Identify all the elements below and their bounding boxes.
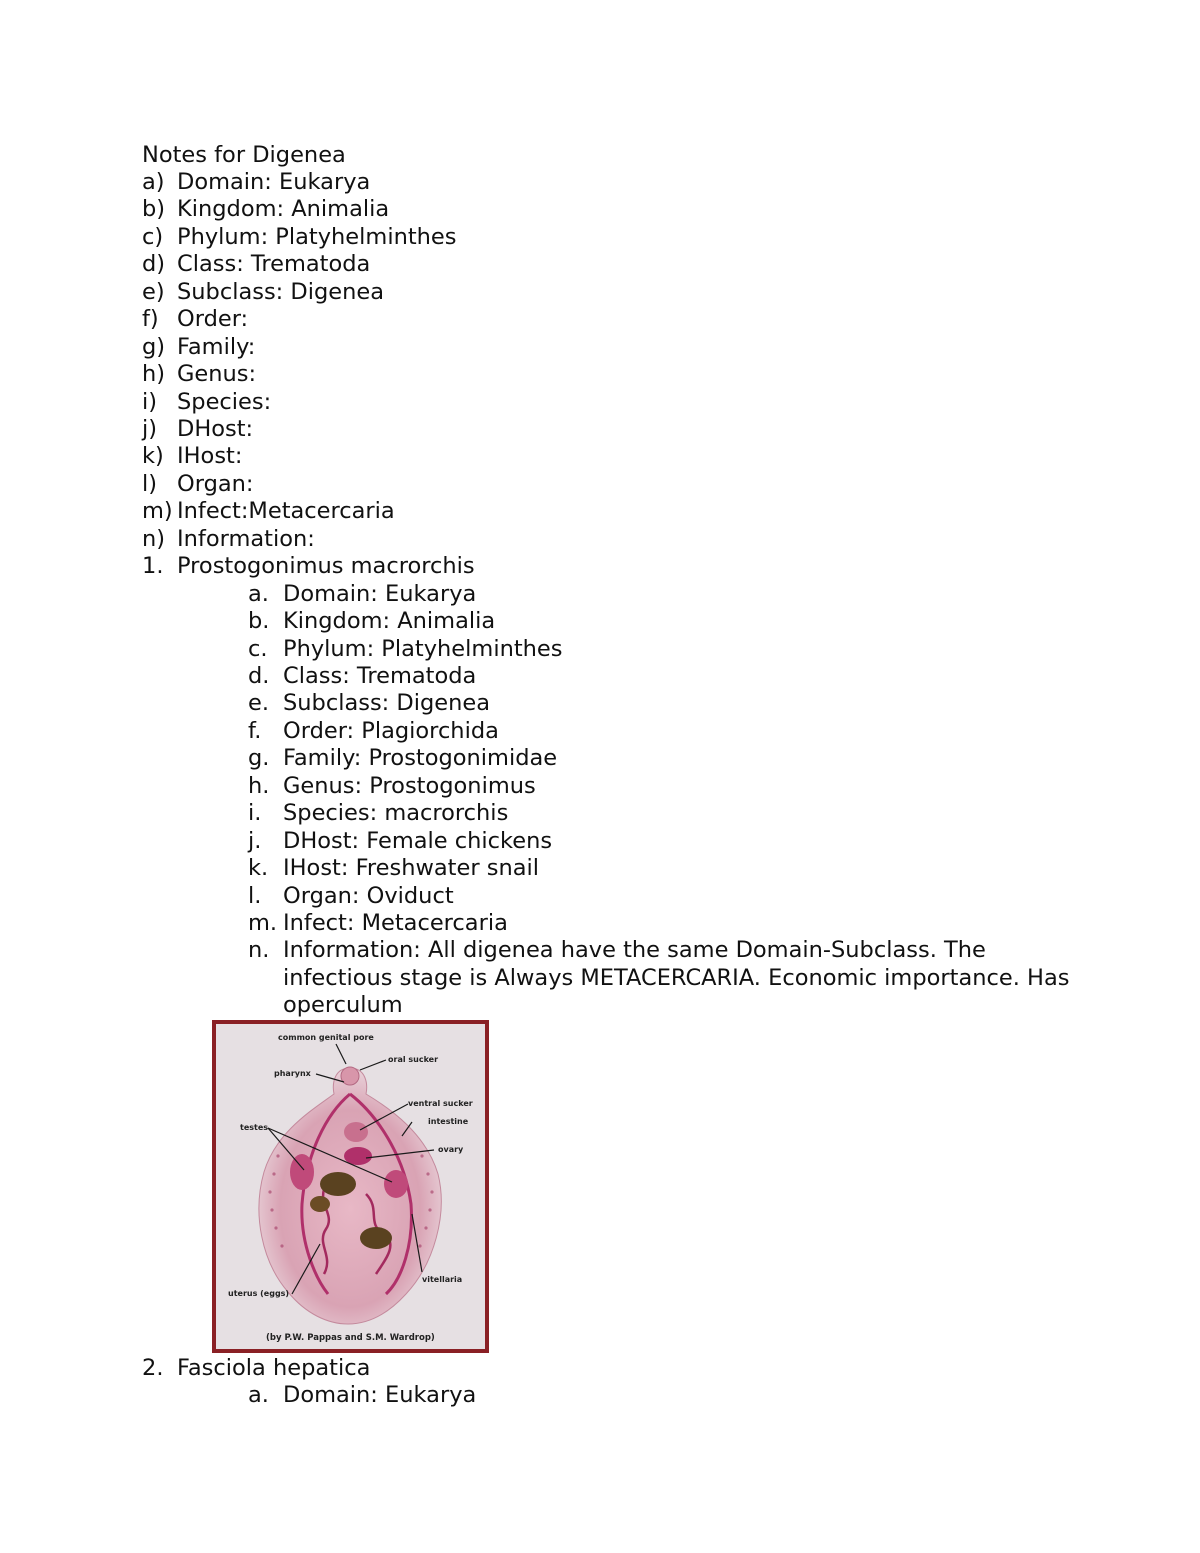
label-genital-pore: common genital pore (278, 1033, 374, 1042)
label-pharynx: pharynx (274, 1069, 311, 1078)
label-vitellaria: vitellaria (422, 1275, 463, 1284)
list-marker: n) (142, 526, 166, 552)
field-text: Genus: Prostogonimus (283, 773, 536, 799)
field-text: Genus: (177, 361, 257, 387)
field-text: Domain: Eukarya (177, 169, 371, 195)
list-marker: c. (248, 636, 268, 662)
specimen-figure (212, 1020, 489, 1353)
testis-right-shape (384, 1170, 408, 1198)
list-marker: m. (248, 910, 278, 936)
species-name: Prostogonimus macrorchis (177, 553, 475, 579)
field-text: Kingdom: Animalia (177, 196, 390, 222)
list-marker: b. (248, 608, 270, 634)
field-text: IHost: (177, 443, 243, 469)
list-marker: l) (142, 471, 158, 497)
field-text: Kingdom: Animalia (283, 608, 496, 634)
label-ovary: ovary (438, 1145, 464, 1154)
egg-mass-2 (310, 1196, 330, 1212)
field-text: Domain: Eukarya (283, 1382, 477, 1408)
list-marker: g) (142, 334, 166, 360)
list-marker: h. (248, 773, 270, 799)
field-text: Information: (177, 526, 315, 552)
list-marker: c) (142, 224, 164, 250)
ventral-sucker-shape (344, 1122, 368, 1142)
field-text: Order: Plagiorchida (283, 718, 499, 744)
field-text: Class: Trematoda (283, 663, 477, 689)
list-marker: e) (142, 279, 165, 305)
field-text: IHost: Freshwater snail (283, 855, 540, 881)
field-text: Domain: Eukarya (283, 581, 477, 607)
figure-credit: (by P.W. Pappas and S.M. Wardrop) (266, 1333, 435, 1343)
list-marker: f) (142, 306, 159, 332)
label-testes: testes (240, 1123, 269, 1132)
list-marker: k) (142, 443, 164, 469)
label-uterus: uterus (eggs) (228, 1289, 290, 1298)
field-text: DHost: (177, 416, 254, 442)
field-text: Species: (177, 389, 272, 415)
field-text: DHost: Female chickens (283, 828, 553, 854)
list-marker: e. (248, 690, 269, 716)
list-marker: m) (142, 498, 173, 524)
field-text: Order: (177, 306, 249, 332)
field-text: Class: Trematoda (177, 251, 371, 277)
field-text: Phylum: Platyhelminthes (283, 636, 563, 662)
label-ventral-sucker: ventral sucker (408, 1099, 473, 1108)
field-text: Subclass: Digenea (283, 690, 491, 716)
list-marker: k. (248, 855, 269, 881)
list-marker: j) (142, 416, 158, 442)
field-text: Infect: Metacercaria (283, 910, 508, 936)
fluke-diagram (216, 1024, 485, 1349)
egg-mass-3 (360, 1227, 392, 1249)
list-marker: i) (142, 389, 158, 415)
field-text: Subclass: Digenea (177, 279, 385, 305)
testis-left-shape (290, 1154, 314, 1190)
list-marker: b) (142, 196, 166, 222)
field-text: Organ: (177, 471, 254, 497)
list-marker: 1. (142, 553, 164, 579)
list-marker: h) (142, 361, 166, 387)
species-name: Fasciola hepatica (177, 1355, 371, 1381)
information-text: Information: All digenea have the same Domain-Subclass. The infectious stage is Always METACERCARIA. Economic importance. Has operculum (283, 937, 1070, 1018)
list-marker: a. (248, 1382, 269, 1408)
list-marker: n. (248, 937, 270, 963)
list-marker: f. (248, 718, 262, 744)
label-oral-sucker: oral sucker (388, 1055, 439, 1064)
field-text: Family: Prostogonimidae (283, 745, 558, 771)
field-text: Family: (177, 334, 256, 360)
list-marker: a. (248, 581, 269, 607)
doc-title: Notes for Digenea (142, 142, 346, 168)
list-marker: 2. (142, 1355, 164, 1381)
field-text: Species: macrorchis (283, 800, 509, 826)
list-marker: j. (248, 828, 262, 854)
list-marker: d. (248, 663, 270, 689)
egg-mass-1 (320, 1172, 356, 1196)
list-marker: g. (248, 745, 270, 771)
field-text: Organ: Oviduct (283, 883, 454, 909)
list-marker: l. (248, 883, 262, 909)
list-marker: d) (142, 251, 166, 277)
list-marker: i. (248, 800, 262, 826)
list-marker: a) (142, 169, 165, 195)
field-text: Infect:Metacercaria (177, 498, 395, 524)
label-intestine: intestine (428, 1117, 469, 1126)
field-text: Phylum: Platyhelminthes (177, 224, 457, 250)
